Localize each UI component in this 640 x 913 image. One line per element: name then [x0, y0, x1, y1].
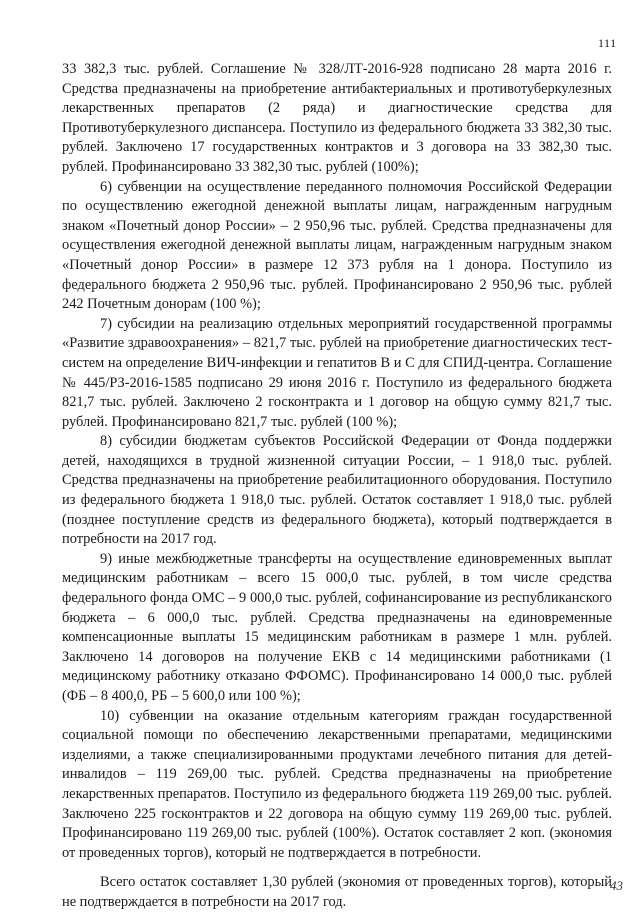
paragraph-item-8: 8) субсидии бюджетам субъектов Российской Федерации от Фонда поддержки детей, находящихся в трудной жизненной ситуации России, – 1 918,0 тыс. рублей. Средства предназначены на приобретение реабилитационного оборудования. Поступило из федерального бюджета 1 918,0 тыс. рублей. Остаток составляет 1 918,0 тыс. рублей (позднее поступление средств из федерального бюджета), который подтверждается в потребности на 2017 год. [62, 433, 612, 548]
paragraph-item-7: 7) субсидии на реализацию отдельных мероприятий государственной программы «Развитие здравоохранения» – 821,7 тыс. рублей на приобретение диагностических тест-систем на определение ВИЧ-инфекции и гепатитов В и С для СПИД-центра. Соглашение № 445/РЗ-2016-1585 подписано 29 июня 2016 г. Поступило из федерального бюджета 821,7 тыс. рублей. Заключено 2 госконтракта и 1 договор на общую сумму 821,7 тыс. рублей. Профинансировано 821,7 тыс. рублей (100 %); [62, 315, 612, 430]
handwritten-page-mark: 43 [610, 878, 623, 893]
paragraph-continuation: 33 382,3 тыс. рублей. Соглашение № 328/ЛТ-2016-928 подписано 28 марта 2016 г. Средства предназначены на приобретение антибактериальных и противотуберкулезных лекарственных препаратов (2 ряда) и диагностические средства для Противотуберкулезного диспансера. Поступило из федерального бюджета 33 382,30 тыс. рублей. Заключено 17 государственных контрактов и 3 договора на 33 382,30 тыс. рублей. Профинансировано 33 382,30 тыс. рублей (100%); [62, 61, 612, 175]
paragraph-item-9: 9) иные межбюджетные трансферты на осуществление единовременных выплат медицинским работникам – всего 15 000,0 тыс. рублей, в том числе средства федерального фонда ОМС – 9 000,0 тыс. рублей, софинансирование из республиканского бюджета – 6 000,0 тыс. рублей. Средства предназначены на единовременные компенсационные выплаты 15 медицинским работникам в размере 1 млн. рублей. Заключено 14 договоров на получение ЕКВ с 14 медицинскими работниками (1 медицинскому работнику отказано ФФОМС). Профинансировано 14 000,0 тыс. рублей (ФБ – 8 400,0, РБ – 5 600,0 или 100 %); [62, 550, 612, 704]
paragraph-item-10: 10) субвенции на оказание отдельным категориям граждан государственной социальной помощи по обеспечению лекарственными препаратами, медицинскими изделиями, а также специализированными продуктами лечебного питания для детей-инвалидов – 119 269,00 тыс. рублей. Средства предназначены на приобретение лекарственных препаратов. Поступило из федерального бюджета 119 269,00 тыс. рублей. Заключено 225 госконтрактов и 22 договора на общую сумму 119 269,00 тыс. рублей. Профинансировано 119 269,00 тыс. рублей (100%). Остаток составляет 2 коп. (экономия от проведенных торгов), который не подтверждается в потребности. [62, 707, 612, 861]
document-body [62, 60, 612, 913]
paragraph-item-6: 6) субвенции на осуществление переданного полномочия Российской Федерации по осуществлению ежегодной денежной выплаты лицам, награжденным нагрудным знаком «Почетный донор России» – 2 950,96 тыс. рублей. Средства предназначены для осуществления ежегодной денежной выплаты лицам, награжденным нагрудным знаком «Почетный донор России» в размере 12 373 рубля на 1 донора. Поступило из федерального бюджета 2 950,96 тыс. рублей. Профинансировано 2 950,96 тыс. рублей 242 Почетным донорам (100 %); [62, 178, 612, 313]
page-number: 111 [598, 36, 617, 50]
paragraph-total-balance: Всего остаток составляет 1,30 рублей (экономия от проведенных торгов), который не подтверждается в потребности на 2017 год. [62, 874, 612, 910]
